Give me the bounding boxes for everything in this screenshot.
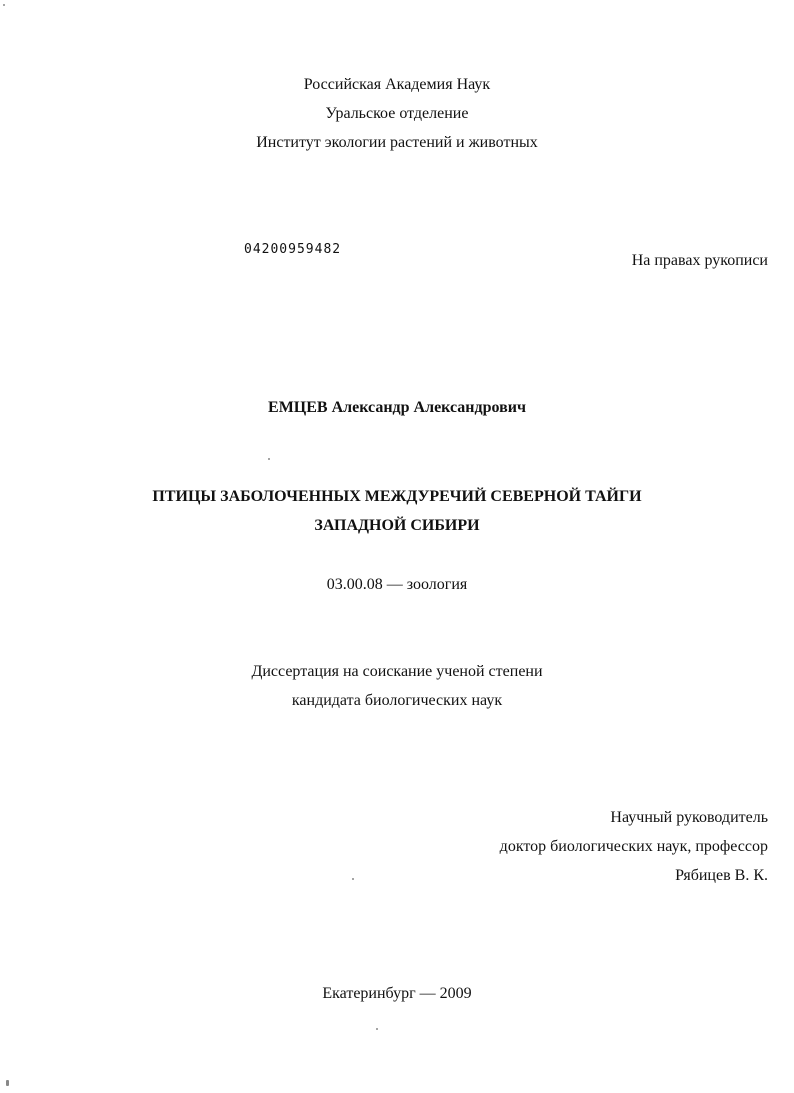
rights-note: На правах рукописи (631, 252, 768, 269)
city-year: Екатеринбург — 2009 (322, 985, 472, 1002)
scan-speck (3, 4, 5, 6)
scan-speck (352, 878, 354, 880)
supervisor-role: Научный руководитель (610, 809, 768, 826)
author-name: ЕМЦЕВ Александр Александрович (268, 399, 526, 416)
specialty-code: 03.00.08 — зоология (326, 576, 468, 593)
institute-name: Институт экологии растений и животных (256, 134, 538, 151)
scan-speck (268, 458, 270, 460)
division-name: Уральское отделение (325, 105, 469, 122)
thesis-title-line-2: ЗАПАДНОЙ СИБИРИ (314, 517, 480, 534)
degree-line-1: Диссертация на соискание ученой степени (251, 663, 543, 680)
degree-line-2: кандидата биологических наук (291, 692, 503, 709)
scan-speck (376, 1028, 378, 1030)
supervisor-name: Рябицев В. К. (675, 867, 768, 884)
stamp-number: 04200959482 (244, 242, 342, 257)
scan-speck (6, 1080, 9, 1086)
thesis-title-line-1: ПТИЦЫ ЗАБОЛОЧЕННЫХ МЕЖДУРЕЧИЙ СЕВЕРНОЙ ТАЙГИ (152, 488, 642, 505)
organization-name: Российская Академия Наук (303, 76, 491, 93)
supervisor-credentials: доктор биологических наук, профессор (499, 838, 768, 855)
